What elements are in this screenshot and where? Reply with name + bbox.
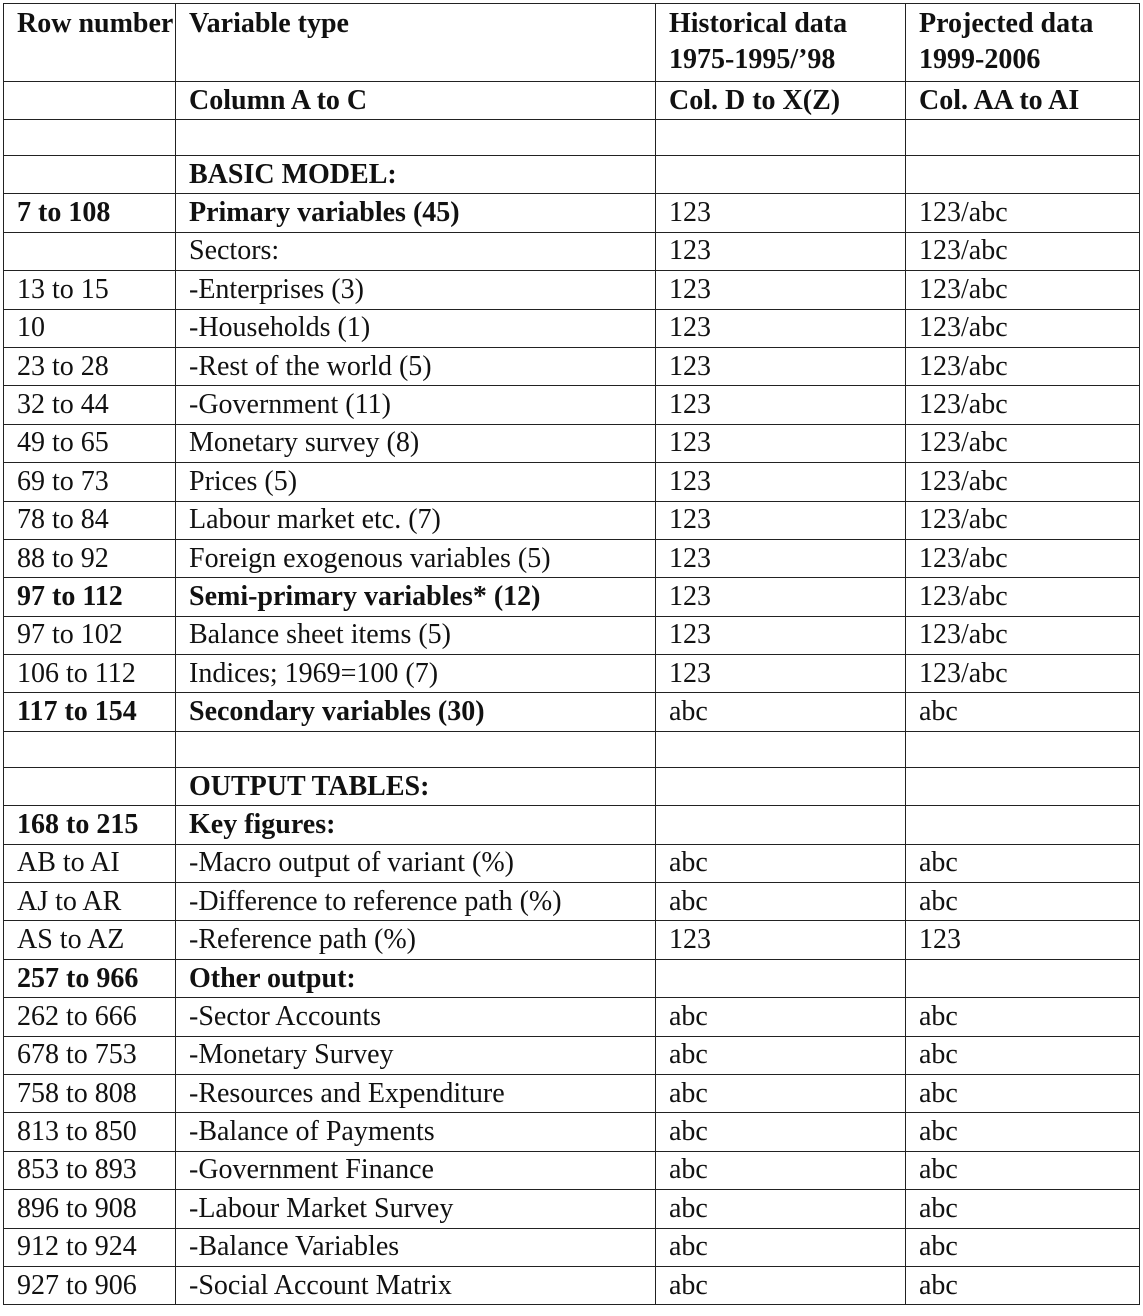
table-row [4, 767, 1140, 805]
table-row [4, 806, 1140, 844]
variable-type-cell: Secondary variables (30) [176, 693, 656, 731]
projected-data-cell: abc [906, 1190, 1140, 1228]
historical-data-cell [656, 767, 906, 805]
variable-type-cell: OUTPUT TABLES: [176, 767, 656, 805]
variable-type-cell: Monetary survey (8) [176, 424, 656, 462]
historical-data-cell [656, 731, 906, 767]
column-range-d: Col. AA to AI [906, 82, 1140, 120]
table-row [4, 655, 1140, 693]
table-row [4, 156, 1140, 194]
variable-type-cell: Foreign exogenous variables (5) [176, 539, 656, 577]
column-range-a [4, 82, 176, 120]
table-row [4, 386, 1140, 424]
table-row [4, 271, 1140, 309]
historical-data-cell: abc [656, 1074, 906, 1112]
row-number-cell: 106 to 112 [4, 655, 176, 693]
projected-data-cell: abc [906, 1036, 1140, 1074]
historical-data-cell: abc [656, 1113, 906, 1151]
variable-type-cell: Primary variables (45) [176, 194, 656, 232]
model-structure-table [3, 3, 1140, 1305]
header-projected-data: Projected data 1999-2006 [906, 4, 1140, 82]
table-row [4, 1113, 1140, 1151]
table-row [4, 501, 1140, 539]
row-number-cell: 927 to 906 [4, 1266, 176, 1304]
variable-type-cell: -Sector Accounts [176, 998, 656, 1036]
row-number-cell: 678 to 753 [4, 1036, 176, 1074]
variable-type-cell: -Balance Variables [176, 1228, 656, 1266]
projected-data-cell: abc [906, 1113, 1140, 1151]
projected-data-cell: 123/abc [906, 386, 1140, 424]
row-number-cell: AS to AZ [4, 921, 176, 959]
projected-data-cell: 123/abc [906, 424, 1140, 462]
variable-type-cell: -Enterprises (3) [176, 271, 656, 309]
historical-data-cell: 123 [656, 271, 906, 309]
variable-type-cell: -Resources and Expenditure [176, 1074, 656, 1112]
table-row [4, 347, 1140, 385]
table-row [4, 194, 1140, 232]
historical-data-cell: 123 [656, 578, 906, 616]
table-row [4, 1228, 1140, 1266]
row-number-cell: 13 to 15 [4, 271, 176, 309]
historical-data-cell: 123 [656, 386, 906, 424]
historical-data-cell: 123 [656, 309, 906, 347]
historical-data-cell [656, 156, 906, 194]
historical-data-cell: 123 [656, 347, 906, 385]
row-number-cell [4, 120, 176, 156]
row-number-cell: 912 to 924 [4, 1228, 176, 1266]
historical-data-cell: abc [656, 883, 906, 921]
variable-type-cell: -Government Finance [176, 1151, 656, 1189]
row-number-cell [4, 767, 176, 805]
variable-type-cell: -Households (1) [176, 309, 656, 347]
projected-data-cell: 123/abc [906, 309, 1140, 347]
projected-data-cell: abc [906, 1266, 1140, 1304]
table-row [4, 463, 1140, 501]
row-number-cell [4, 731, 176, 767]
column-range-row [4, 82, 1140, 120]
projected-data-cell: 123/abc [906, 578, 1140, 616]
historical-data-cell: 123 [656, 194, 906, 232]
variable-type-cell: Semi-primary variables* (12) [176, 578, 656, 616]
historical-data-cell [656, 959, 906, 997]
header-variable-type: Variable type [176, 4, 656, 82]
table-row [4, 309, 1140, 347]
projected-data-cell: abc [906, 1228, 1140, 1266]
historical-data-cell: abc [656, 693, 906, 731]
row-number-cell: 88 to 92 [4, 539, 176, 577]
row-number-cell: AJ to AR [4, 883, 176, 921]
variable-type-cell: -Balance of Payments [176, 1113, 656, 1151]
variable-type-cell: Other output: [176, 959, 656, 997]
historical-data-cell: 123 [656, 424, 906, 462]
row-number-cell [4, 156, 176, 194]
projected-data-cell: 123/abc [906, 271, 1140, 309]
projected-data-cell: 123/abc [906, 232, 1140, 270]
variable-type-cell: -Macro output of variant (%) [176, 844, 656, 882]
table-body [4, 4, 1140, 1305]
historical-data-cell: abc [656, 998, 906, 1036]
table-row [4, 921, 1140, 959]
historical-data-cell: abc [656, 1190, 906, 1228]
projected-data-cell: 123/abc [906, 463, 1140, 501]
variable-type-cell: Labour market etc. (7) [176, 501, 656, 539]
historical-data-cell: abc [656, 1266, 906, 1304]
table-row [4, 232, 1140, 270]
historical-data-cell: 123 [656, 232, 906, 270]
row-number-cell: 896 to 908 [4, 1190, 176, 1228]
row-number-cell: 262 to 666 [4, 998, 176, 1036]
projected-data-cell: 123/abc [906, 539, 1140, 577]
variable-type-cell: Key figures: [176, 806, 656, 844]
header-row-number: Row number [4, 4, 176, 82]
row-number-cell: 49 to 65 [4, 424, 176, 462]
table-row [4, 424, 1140, 462]
table-row [4, 1266, 1140, 1304]
table-row [4, 1190, 1140, 1228]
variable-type-cell: -Rest of the world (5) [176, 347, 656, 385]
projected-data-cell: 123/abc [906, 194, 1140, 232]
row-number-cell: 853 to 893 [4, 1151, 176, 1189]
row-number-cell: 69 to 73 [4, 463, 176, 501]
row-number-cell: 97 to 102 [4, 616, 176, 654]
projected-data-cell [906, 959, 1140, 997]
row-number-cell: 10 [4, 309, 176, 347]
row-number-cell: 32 to 44 [4, 386, 176, 424]
row-number-cell: 257 to 966 [4, 959, 176, 997]
projected-data-cell: abc [906, 844, 1140, 882]
row-number-cell: AB to AI [4, 844, 176, 882]
historical-data-cell: abc [656, 844, 906, 882]
historical-data-cell: abc [656, 1036, 906, 1074]
column-range-b: Column A to C [176, 82, 656, 120]
header-row [4, 4, 1140, 82]
variable-type-cell: Balance sheet items (5) [176, 616, 656, 654]
table-row [4, 1151, 1140, 1189]
variable-type-cell: Indices; 1969=100 (7) [176, 655, 656, 693]
table-row [4, 693, 1140, 731]
projected-data-cell [906, 156, 1140, 194]
projected-data-cell: abc [906, 1074, 1140, 1112]
projected-data-cell: 123/abc [906, 501, 1140, 539]
projected-data-cell: 123 [906, 921, 1140, 959]
variable-type-cell: -Social Account Matrix [176, 1266, 656, 1304]
table-row [4, 959, 1140, 997]
historical-data-cell: 123 [656, 463, 906, 501]
row-number-cell: 78 to 84 [4, 501, 176, 539]
variable-type-cell: -Labour Market Survey [176, 1190, 656, 1228]
header-historical-data: Historical data 1975-1995/’98 [656, 4, 906, 82]
projected-data-cell: abc [906, 1151, 1140, 1189]
table-row [4, 998, 1140, 1036]
table-row [4, 883, 1140, 921]
row-number-cell: 813 to 850 [4, 1113, 176, 1151]
projected-data-cell [906, 120, 1140, 156]
projected-data-cell [906, 767, 1140, 805]
variable-type-cell: -Difference to reference path (%) [176, 883, 656, 921]
column-range-c: Col. D to X(Z) [656, 82, 906, 120]
historical-data-cell: abc [656, 1228, 906, 1266]
projected-data-cell [906, 731, 1140, 767]
table-row [4, 731, 1140, 767]
projected-data-cell: abc [906, 998, 1140, 1036]
table-row [4, 578, 1140, 616]
row-number-cell: 168 to 215 [4, 806, 176, 844]
table-row [4, 120, 1140, 156]
row-number-cell: 758 to 808 [4, 1074, 176, 1112]
table-row [4, 1036, 1140, 1074]
historical-data-cell [656, 120, 906, 156]
variable-type-cell [176, 731, 656, 767]
row-number-cell: 23 to 28 [4, 347, 176, 385]
variable-type-cell: Prices (5) [176, 463, 656, 501]
variable-type-cell: -Reference path (%) [176, 921, 656, 959]
projected-data-cell: abc [906, 693, 1140, 731]
historical-data-cell: 123 [656, 616, 906, 654]
table-row [4, 539, 1140, 577]
historical-data-cell [656, 806, 906, 844]
projected-data-cell: abc [906, 883, 1140, 921]
projected-data-cell: 123/abc [906, 655, 1140, 693]
variable-type-cell [176, 120, 656, 156]
variable-type-cell: Sectors: [176, 232, 656, 270]
variable-type-cell: -Government (11) [176, 386, 656, 424]
projected-data-cell: 123/abc [906, 616, 1140, 654]
row-number-cell: 7 to 108 [4, 194, 176, 232]
historical-data-cell: 123 [656, 655, 906, 693]
row-number-cell: 97 to 112 [4, 578, 176, 616]
row-number-cell [4, 232, 176, 270]
variable-type-cell: -Monetary Survey [176, 1036, 656, 1074]
projected-data-cell [906, 806, 1140, 844]
table-row [4, 844, 1140, 882]
table-row [4, 616, 1140, 654]
historical-data-cell: 123 [656, 539, 906, 577]
variable-type-cell: BASIC MODEL: [176, 156, 656, 194]
historical-data-cell: 123 [656, 501, 906, 539]
historical-data-cell: 123 [656, 921, 906, 959]
projected-data-cell: 123/abc [906, 347, 1140, 385]
row-number-cell: 117 to 154 [4, 693, 176, 731]
historical-data-cell: abc [656, 1151, 906, 1189]
table-row [4, 1074, 1140, 1112]
